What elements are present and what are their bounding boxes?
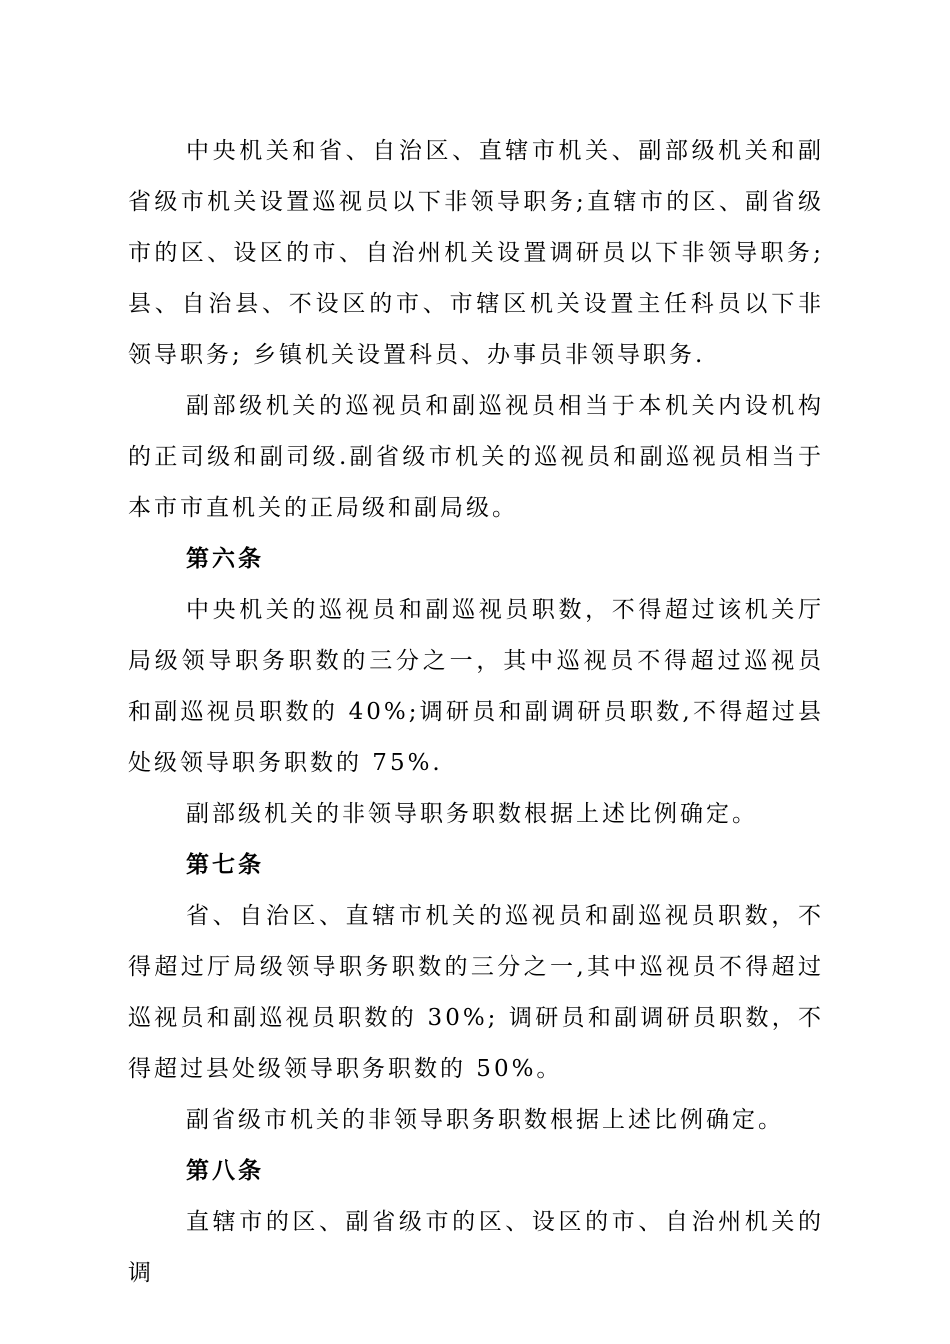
paragraph-vice-ministerial-quotas: 副部级机关的非领导职务职数根据上述比例确定。 <box>186 801 758 827</box>
article-6-heading: 第六条 <box>186 546 264 572</box>
paragraph-central-organ-quotas: 中央机关的巡视员和副巡视员职数，不得超过该机关厅局级领导职务职数的三分之一，其中巡视员不得超过巡视员和副巡视员职数的 40%;调研员和副调研员职数,不得超过县处级领导职务职数的 75%. <box>128 597 824 776</box>
document-body <box>128 126 824 1299</box>
paragraph-inspector-equivalence: 副部级机关的巡视员和副巡视员相当于本机关内设机构的正司级和副司级.副省级市机关的巡视员和副巡视员相当于本市市直机关的正局级和副局级。 <box>128 393 824 521</box>
paragraph-provincial-quotas: 省、自治区、直辖市机关的巡视员和副巡视员职数，不得超过厅局级领导职务职数的三分之一,其中巡视员不得超过巡视员和副巡视员职数的 30%; 调研员和副调研员职数，不得超过县处级领导职务职数的 50%。 <box>128 903 824 1082</box>
article-8-heading: 第八条 <box>186 1158 264 1184</box>
paragraph-district-city-quotas: 直辖市的区、副省级市的区、设区的市、自治州机关的调 <box>128 1209 824 1286</box>
article-7-heading: 第七条 <box>186 852 264 878</box>
paragraph-non-leading-posts-by-level: 中央机关和省、自治区、直辖市机关、副部级机关和副省级市机关设置巡视员以下非领导职务;直辖市的区、副省级市的区、设区的市、自治州机关设置调研员以下非领导职务; 县、自治县、不设区的市、市辖区机关设置主任科员以下非领导职务; 乡镇机关设置科员、办事员非领导职务. <box>128 138 824 368</box>
paragraph-sub-provincial-city-quotas: 副省级市机关的非领导职务职数根据上述比例确定。 <box>186 1107 784 1133</box>
